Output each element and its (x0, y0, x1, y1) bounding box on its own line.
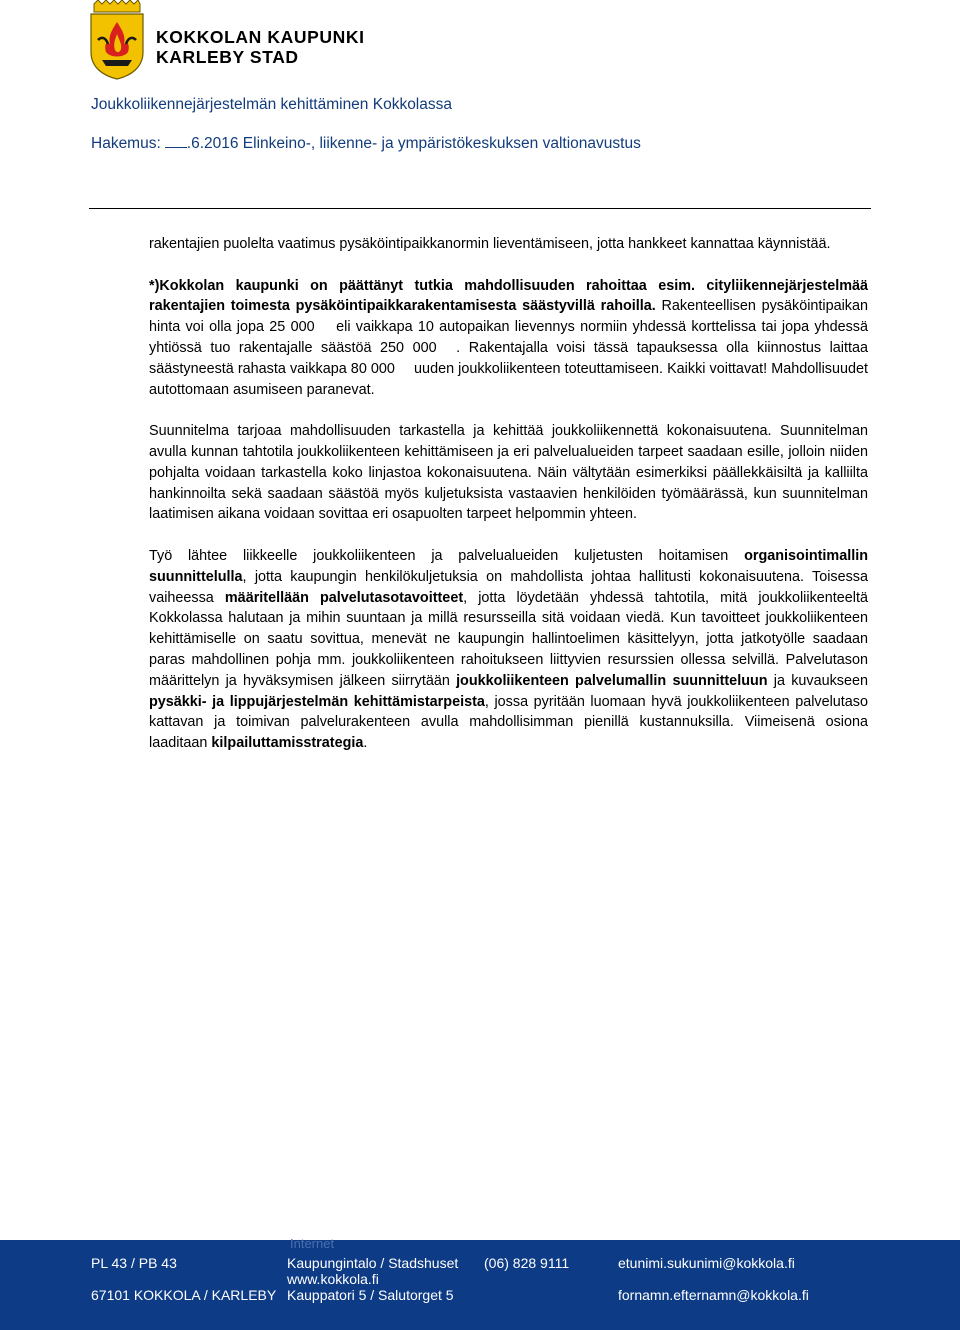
paragraph-2-text-a: Rakenteellisen pysäköintipaikan hinta voi olla jopa 25 000 (149, 298, 868, 336)
footer-street-address: Kauppatori 5 / Salutorget 5 (287, 1287, 454, 1303)
footer-phone: (06) 828 9111 (484, 1255, 570, 1271)
coat-of-arms-icon (88, 0, 146, 80)
paragraph-4-text-6: . (363, 735, 368, 752)
paragraph-2-text-d: uuden joukkoliikenteen toteuttamiseen. Kaikki voittavat! Mahdollisuudet autottomaan asumiseen paranevat. (149, 360, 869, 398)
body-text (149, 234, 868, 775)
paragraph-4-text-3: , jotta löydetään yhdessä tahtotila, mitä joukkoliikenteeltä Kokkolassa halutaan ja mihin suuntaan ja millä resursseilla sitä voidaan viedä. Kun tavoitteet joukkoliikenteen kehittämiselle on saatu sovittua, menevät ne kaupungin hallintoelimen käsittelyyn, jotta jatkotyölle saadaan paras mahdollinen pohja mm. joukkoliikenteen rahoitukseen liittyvien resurssien ollessa selvillä. Palvelutason määrittelyn ja hyväksymisen jälkeen siirrytään (149, 589, 868, 689)
paragraph-2-text-b: eli vaikkapa 10 autopaikan lievennys normiin yhdessä korttelissa tai jopa yhdessä yhtiössä tuo rakentajalle säästöä 250 000 (149, 319, 868, 356)
paragraph-4-text-1: Työ lähtee liikkeelle joukkoliikenteen ja palvelualueiden kuljetusten hoitamisen (149, 547, 745, 564)
blank-field (165, 134, 187, 148)
application-line (91, 134, 641, 153)
footer-email-swedish[interactable]: fornamn.efternamn@kokkola.fi (618, 1287, 809, 1303)
city-logo (88, 0, 365, 80)
footer (0, 1236, 960, 1330)
footer-faint-label: Internet (290, 1236, 335, 1251)
paragraph-4-text-4: ja kuvaukseen (767, 672, 869, 689)
paragraph-3: Suunnitelma tarjoaa mahdollisuuden tarkastella ja kehittää joukkoliikennettä kokonaisuutena. Suunnitelman avulla kunnan tahtotila joukkoliikenteen kehittämiseen ja eri palvelualueiden tarpeet saadaan esille, jolloin niiden pohjalta voidaan tarkastella koko linjastoa kokonaisuutena. Näin vältytään esimerkiksi päällekkäisiltä ja kalliilta hankinnoilta sekä saadaan säästöä myös kuljetuksista vastaavien henkilöiden työmäärässä, kun suunnitelman laatimisen aikana voidaan sovittaa eri osapuolten tarpeet helpommin yhteen. (149, 423, 868, 523)
application-prefix: Hakemus: (91, 135, 161, 152)
org-name-finnish: KOKKOLAN KAUPUNKI (156, 27, 365, 47)
footer-website-link[interactable]: www.kokkola.fi (287, 1271, 379, 1287)
paragraph-4-bold-5: kilpailuttamisstrategia (211, 735, 364, 752)
header-divider (89, 208, 871, 209)
application-text: .6.2016 Elinkeino-, liikenne- ja ympäristökeskuksen valtionavustus (186, 135, 641, 152)
footer-po-box: PL 43 / PB 43 (91, 1255, 177, 1271)
org-name-swedish: KARLEBY STAD (156, 47, 299, 67)
paragraph-4 (149, 546, 868, 754)
footer-postal-address: 67101 KOKKOLA / KARLEBY (91, 1287, 277, 1303)
paragraph-2-bold: *)Kokkolan kaupunki on päättänyt tutkia mahdollisuuden rahoittaa esim. cityliikennejärjestelmää rakentajien toimesta pysäköintipaikkarakentamisesta säästyvillä rahoilla. (149, 277, 868, 315)
footer-email-finnish[interactable]: etunimi.sukunimi@kokkola.fi (618, 1255, 795, 1271)
footer-building: Kaupungintalo / Stadshuset (287, 1255, 459, 1271)
paragraph-4-bold-4: pysäkki- ja lippujärjestelmän kehittämistarpeista (149, 693, 485, 710)
paragraph-4-text-2: , jotta kaupungin henkilökuljetuksia on mahdollista johtaa hallitusti kokonaisuutena. Toisessa vaiheessa (149, 568, 868, 606)
paragraph-4-bold-3: joukkoliikenteen palvelumallin suunnitteluun (456, 672, 768, 689)
document-title: Joukkoliikennejärjestelmän kehittäminen Kokkolassa (91, 96, 452, 113)
paragraph-4-bold-1: organisointimallin suunnittelulla (149, 547, 868, 585)
paragraph-1: rakentajien puolelta vaatimus pysäköintipaikkanormin lieventämiseen, jotta hankkeet kannattaa käynnistää. (149, 236, 831, 252)
paragraph-2-text-c: . Rakentajalla voisi tässä tapauksessa olla kiinnostus laittaa säästyneestä rahasta vaikkapa 80 000 (149, 339, 868, 377)
paragraph-2 (149, 276, 868, 401)
paragraph-4-bold-2: määritellään palvelutasotavoitteet (224, 589, 464, 606)
paragraph-4-text-5: , jossa pyritään luomaan hyvä joukkoliikenteen palvelutaso kattavan ja toimivan palvelurakenteen avulla mahdollisimman pienillä kustannuksilla. Viimeisenä osiona laaditaan (149, 693, 868, 752)
